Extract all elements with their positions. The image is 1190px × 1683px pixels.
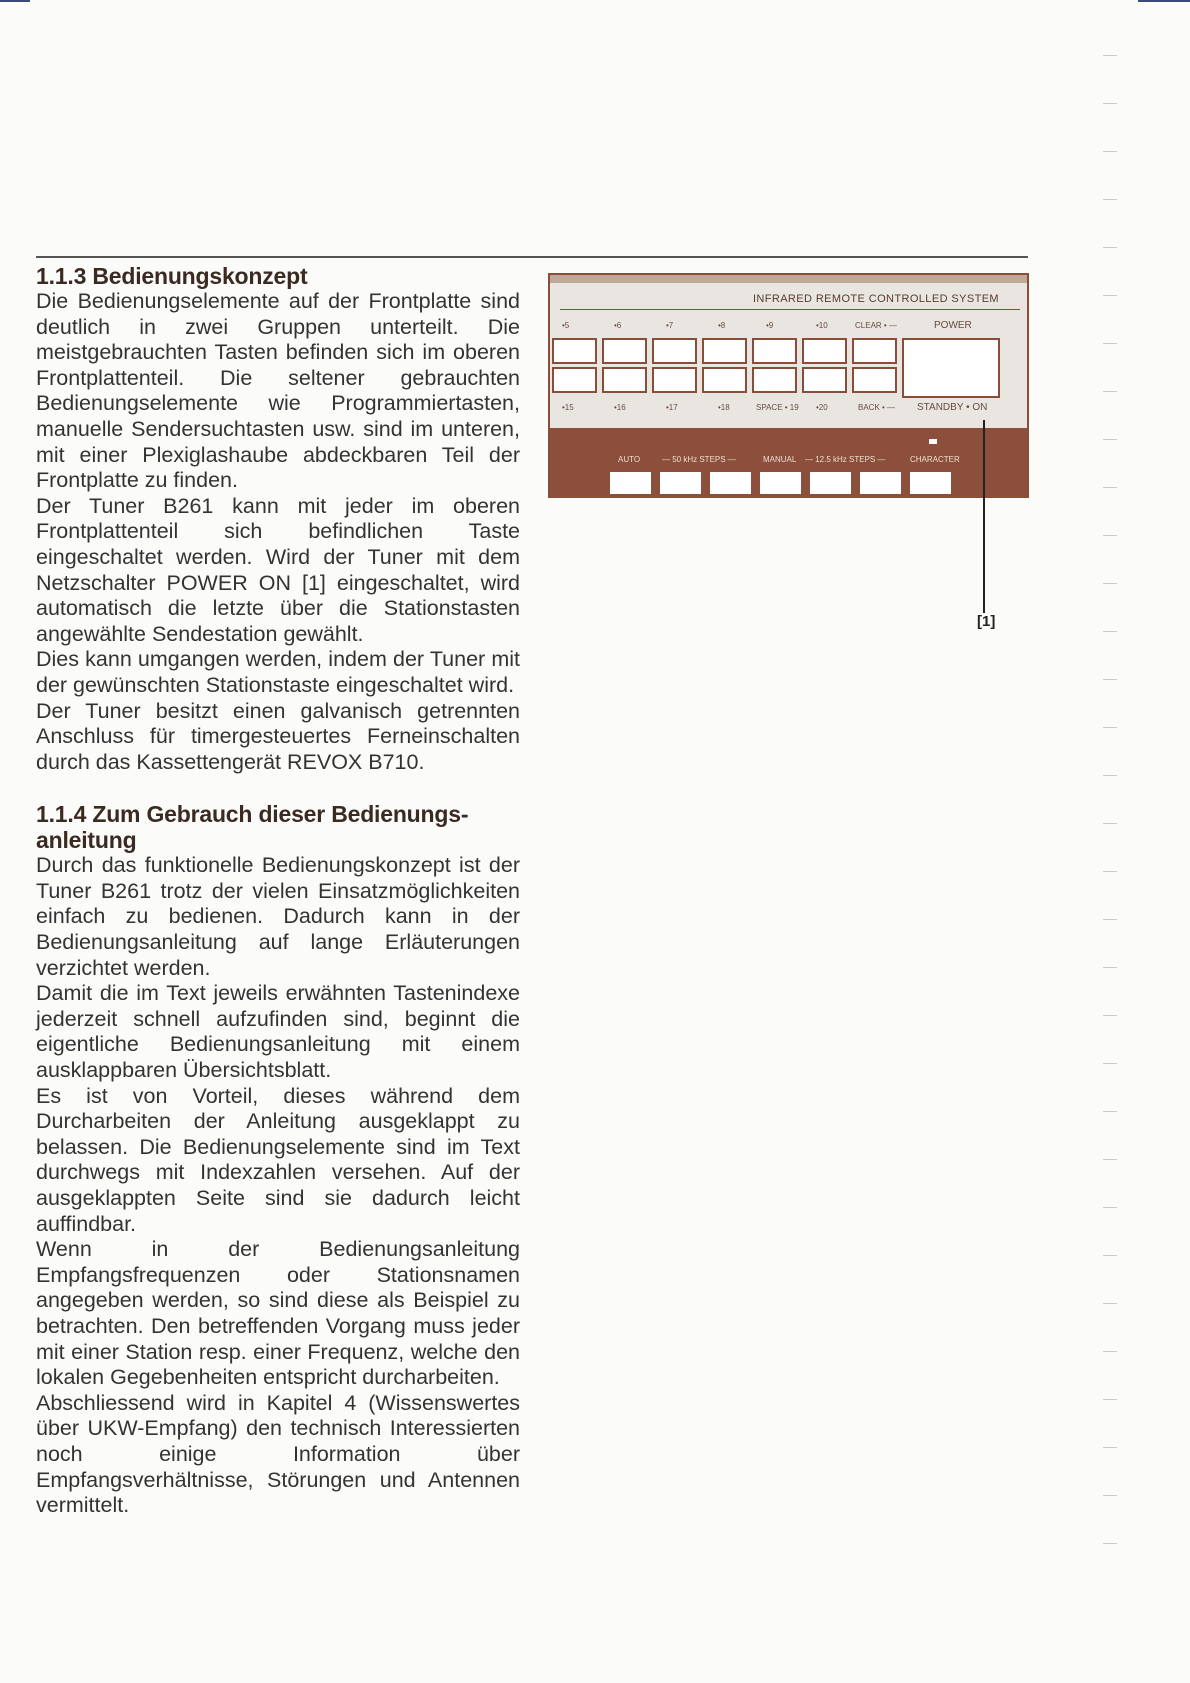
station-key xyxy=(602,338,647,364)
power-label: POWER xyxy=(934,320,972,331)
section-114-paragraph: Abschliessend wird in Kapitel 4 (Wissenswertes über UKW-Empfang) den technisch Interessierten noch einige Information über Empfangsverhältnisse, Störungen und Antennen vermittelt. xyxy=(36,1390,520,1518)
lower-key xyxy=(910,472,951,494)
section-113-paragraph: Der Tuner B261 kann mit jeder im oberen Frontplattenteil sich befindlichen Taste eingeschaltet werden. Wird der Tuner mit dem Netzschalter POWER ON [1] eingeschaltet, wird automatisch die letzte über die Stationstasten angewählte Sendestation gewählt. xyxy=(36,493,520,646)
panel-top-band xyxy=(550,275,1027,283)
lower-key-label: — 12.5 kHz STEPS — xyxy=(805,455,886,464)
key-label-bottom: •18 xyxy=(718,403,730,412)
section-114-heading xyxy=(36,801,520,853)
station-key xyxy=(702,367,747,393)
station-key xyxy=(652,338,697,364)
station-key xyxy=(802,367,847,393)
key-label-bottom: BACK • — xyxy=(858,403,896,412)
station-key xyxy=(752,367,797,393)
section-113-paragraph: Dies kann umgangen werden, indem der Tuner mit der gewünschten Stationstaste eingeschaltet wird. xyxy=(36,647,520,697)
section-113-heading: 1.1.3 Bedienungskonzept xyxy=(36,263,308,289)
text-column xyxy=(36,263,520,1519)
key-label-top: •5 xyxy=(562,321,570,330)
panel-divider xyxy=(560,309,1020,310)
section-divider-rule xyxy=(36,256,1028,258)
corner-crop-mark-left xyxy=(0,0,30,2)
lower-key-label: MANUAL xyxy=(763,455,797,464)
station-key xyxy=(802,338,847,364)
lower-key xyxy=(710,472,751,494)
key-label-bottom: •15 xyxy=(562,403,574,412)
station-key xyxy=(652,367,697,393)
key-label-top: •8 xyxy=(718,321,726,330)
callout-leader-line xyxy=(983,420,985,613)
power-key xyxy=(902,338,1000,398)
station-key xyxy=(852,338,897,364)
station-key xyxy=(702,338,747,364)
lower-key xyxy=(760,472,801,494)
standby-on-label: STANDBY • ON xyxy=(917,402,988,413)
lower-key xyxy=(810,472,851,494)
key-label-top: •9 xyxy=(766,321,774,330)
tuner-front-panel-illustration xyxy=(548,273,1029,498)
page-edge-ticks xyxy=(1103,55,1119,1655)
key-label-bottom: •20 xyxy=(816,403,828,412)
section-114-paragraph: Durch das funktionelle Bedienungskonzept ist der Tuner B261 trotz der vielen Einsatzmöglichkeiten einfach zu bedienen. Dadurch kann in der Bedienungsanleitung auf lange Erläuterungen verzichtet werden. xyxy=(36,853,520,980)
section-114-paragraph: Damit die im Text jeweils erwähnten Tastenindexe jederzeit schnell aufzufinden sind, beginnt die eigentliche Bedienungsanleitung mit einem ausklappbaren Übersichtsblatt. xyxy=(36,981,520,1083)
station-key xyxy=(552,367,597,393)
lower-key xyxy=(610,472,651,494)
lower-key xyxy=(660,472,701,494)
lower-key xyxy=(860,472,901,494)
station-key xyxy=(752,338,797,364)
section-113-paragraph: Die Bedienungselemente auf der Frontplatte sind deutlich in zwei Gruppen unterteilt. Die meistgebrauchten Tasten befinden sich im oberen Frontplattenteil. Die seltener gebrauchten Bedienungselemente wie Programmiertasten, manuelle Sendersuchtasten usw. sind im unteren, mit einer Plexiglashaube abdeckbaren Teil der Frontplatte zu finden. xyxy=(36,289,520,493)
indicator-led xyxy=(929,439,937,444)
lower-key-label: — 50 kHz STEPS — xyxy=(662,455,736,464)
section-114-heading-line2: anleitung xyxy=(36,827,137,854)
key-label-bottom: SPACE • 19 xyxy=(756,403,799,412)
panel-lower-section xyxy=(550,428,1027,498)
station-key xyxy=(552,338,597,364)
lower-key-label: CHARACTER xyxy=(910,455,960,464)
station-key xyxy=(602,367,647,393)
callout-index-label: [1] xyxy=(977,613,996,630)
section-113-paragraph: Der Tuner besitzt einen galvanisch getrennten Anschluss für timergesteuertes Ferneinschalten durch das Kassettengerät REVOX B710. xyxy=(36,698,520,774)
section-114-paragraph: Es ist von Vorteil, dieses während dem Durcharbeiten der Anleitung ausgeklappt zu belassen. Die Bedienungselemente sind im Text durchwegs mit Indexzahlen versehen. Auf der ausgeklappten Seite sind sie dadurch leicht auffindbar. xyxy=(36,1083,520,1236)
section-114-heading-line1: 1.1.4 Zum Gebrauch dieser Bedienungs- xyxy=(36,801,469,828)
corner-crop-mark-right xyxy=(1138,0,1190,2)
key-label-top: •10 xyxy=(816,321,828,330)
lower-key-label: AUTO xyxy=(618,455,641,464)
key-label-top: •6 xyxy=(614,321,622,330)
section-114-paragraph: Wenn in der Bedienungsanleitung Empfangsfrequenzen oder Stationsnamen angegeben werden, so sind diese als Beispiel zu betrachten. Den betreffenden Vorgang muss jeder mit einer Station resp. einer Frequenz, welche den lokalen Gegebenheiten entspricht durcharbeiten. xyxy=(36,1237,520,1390)
panel-title: INFRARED REMOTE CONTROLLED SYSTEM xyxy=(752,293,999,305)
key-label-top: CLEAR • — xyxy=(855,321,897,330)
key-label-bottom: •16 xyxy=(614,403,626,412)
key-label-bottom: •17 xyxy=(666,403,678,412)
station-key xyxy=(852,367,897,393)
key-label-top: •7 xyxy=(666,321,674,330)
